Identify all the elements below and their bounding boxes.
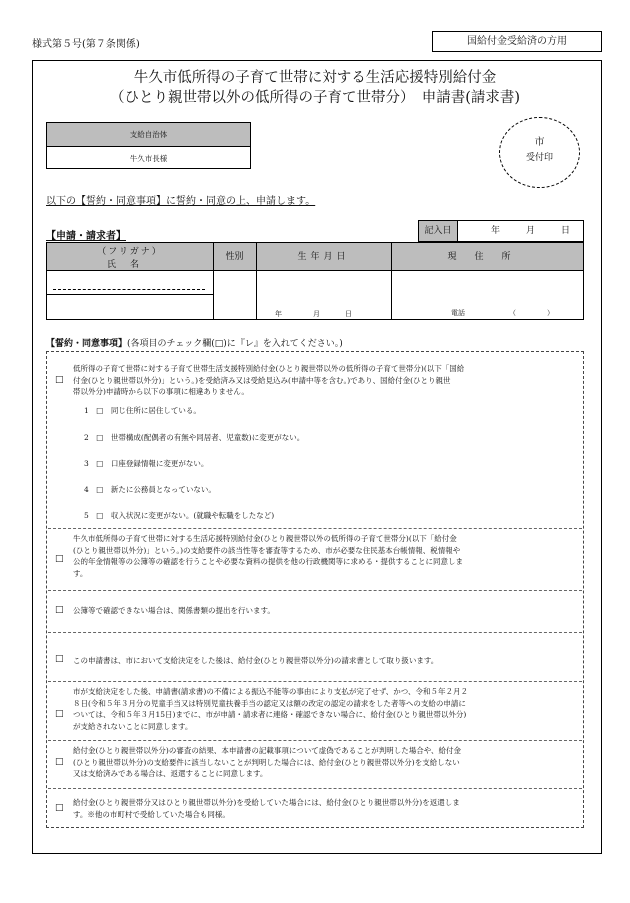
entry-date-year-unit: 年 [490, 226, 500, 236]
sub-checkbox-5[interactable]: □ [96, 511, 104, 520]
sub-checkbox-3[interactable]: □ [96, 459, 104, 468]
consent-item-5-line: ８日(令和５年３月分の児童手当又は特別児童扶養手当の認定又は額の改定の認定の請求をした者等への支給の申請に [73, 698, 466, 708]
sub-checkbox-1[interactable]: □ [96, 406, 104, 415]
applicant-table-header [47, 243, 583, 271]
column-divider [256, 243, 257, 319]
pledge-intro: 以下の【誓約・同意事項】に誓約・同意の上、申請します。 [46, 196, 316, 207]
consent-item-5 [73, 686, 583, 732]
consent-separator [48, 590, 582, 591]
consent-title-main: 【誓約・同意事項】 [46, 339, 128, 349]
phone-label: 電話 [451, 309, 465, 317]
usage-label-box: 国給付金受給済の方用 [432, 31, 602, 52]
sub-item-4: 4 □ 新たに公務員となっていない。 [84, 485, 216, 494]
payer-municipality-value: 牛久市長様 [129, 154, 168, 163]
dob-year-unit: 年 [275, 310, 282, 318]
payer-municipality-header: 支給自治体 [47, 123, 250, 147]
reception-stamp-city: 市 [534, 137, 545, 148]
reception-stamp-area [499, 117, 580, 188]
consent-title-note: (各項目のチェック欄(□)に『レ』を入れてください。) [127, 339, 343, 349]
consent-checkbox-6[interactable]: □ [55, 757, 64, 767]
consent-item-2-line: (ひとり親世帯以外分)」という。)の支給要件の該当性等を審査等するため、市が必要な住民基本台帳情報、税情報や [73, 545, 461, 555]
consent-item-6-line: 給付金(ひとり親世帯以外分)の審査の結果、本申請書の記載事項について虚偽であることが判明した場合や、給付金 [73, 746, 462, 755]
consent-item-2 [73, 533, 583, 579]
col-sex: 性別 [225, 252, 244, 262]
entry-date-day-unit: 日 [560, 226, 570, 236]
form-title-line2: （ひとり親世帯以外の低所得の子育て世帯分） 申請書(請求書) [109, 90, 521, 106]
consent-checkbox-4[interactable]: □ [55, 654, 64, 664]
consent-item-6-line: (ひとり親世帯以外分)の支給要件に該当しないことが判明した場合には、給付金(ひとり親世帯以外分)を支給しない [73, 757, 460, 767]
name-row-separator [47, 294, 213, 295]
col-address: 現住所 [447, 252, 529, 262]
col-furigana: （フリガナ） [97, 247, 163, 257]
consent-item-1-line: 低所得の子育て世帯に対する子育て世帯生活支援特別給付金(ひとり親世帯以外の低所得の子育て世帯分)(以下「国給 [73, 364, 465, 373]
consent-item-6 [73, 745, 583, 780]
applicant-section-label: 【申請・請求者】 [46, 231, 126, 242]
entry-date-table [418, 220, 584, 242]
consent-item-5-line: ついては、令和５年３月15日)までに、市が申請・請求者に連絡・確認できない場合に、給付金(ひとり親世帯以外分) [73, 710, 467, 719]
consent-item-1 [73, 363, 583, 398]
consent-checkbox-1[interactable]: □ [55, 375, 64, 385]
consent-item-5-line: が支給されないことに同意します。 [73, 721, 193, 731]
consent-separator [48, 632, 582, 633]
form-title-line1: 牛久市低所得の子育て世帯に対する生活応援特別給付金 [133, 70, 497, 86]
consent-item-4: この申請書は、市において支給決定をした後は、給付金(ひとり親世帯以外分)の請求書として取り扱います。 [73, 656, 439, 665]
applicant-table [46, 242, 584, 320]
col-name: 氏名 [106, 260, 153, 270]
consent-separator [48, 740, 582, 741]
phone-paren-close: ） [547, 309, 554, 317]
consent-item-2-line: 公的年金情報等の公簿等の確認を行うことや必要な資料の提供を他の行政機関等に求める・提供することに同意しま [73, 557, 463, 566]
consent-checkbox-3[interactable]: □ [55, 605, 64, 615]
reception-stamp-label: 受付印 [525, 153, 553, 163]
furigana-separator [53, 289, 205, 290]
sub-checkbox-4[interactable]: □ [96, 485, 104, 494]
entry-date-label: 記入日 [419, 221, 458, 241]
consent-checkbox-5[interactable]: □ [55, 709, 64, 719]
sub-checkbox-2[interactable]: □ [96, 433, 104, 442]
form-number: 様式第５号(第７条関係) [32, 39, 140, 50]
column-divider [213, 243, 214, 319]
column-divider [391, 243, 392, 319]
consent-item-2-line: 牛久市低所得の子育て世帯に対する生活応援特別給付金(ひとり親世帯以外の低所得の子育て世帯分)(以下「給付金 [73, 534, 457, 543]
consent-item-7 [73, 797, 583, 820]
consent-item-1-line: 帯以外分)申請時から以下の事項に相違ありません。 [73, 387, 249, 396]
sub-item-2: 2 □ 世帯構成(配偶者の有無や同居者、児童数)に変更がない。 [84, 433, 305, 442]
consent-separator [48, 681, 582, 682]
consent-item-3: 公簿等で確認できない場合は、関係書類の提出を行います。 [73, 606, 275, 615]
phone-paren-open: （ [509, 309, 516, 317]
consent-item-2-line: す。 [73, 568, 88, 578]
payer-municipality-table [46, 122, 251, 169]
consent-item-6-line: 又は支給済みである場合は、返還することに同意します。 [73, 769, 268, 778]
dob-month-unit: 月 [313, 310, 320, 318]
sub-item-3: 3 □ 口座登録情報に変更がない。 [84, 459, 209, 468]
consent-checkbox-2[interactable]: □ [55, 554, 64, 564]
consent-separator [48, 528, 582, 529]
sub-item-5: 5 □ 収入状況に変更がない。(就職や転職をしたなど) [84, 511, 275, 520]
entry-date-field[interactable] [458, 221, 583, 241]
consent-checkbox-7[interactable]: □ [55, 803, 64, 813]
consent-section-title [46, 336, 343, 349]
consent-separator [48, 788, 582, 789]
consent-item-7-line: す。※他の市町村で受給していた場合も同様。 [73, 809, 230, 819]
sub-item-1: 1 □ 同じ住所に居住している。 [84, 406, 201, 415]
consent-item-5-line: 市が支給決定をした後、申請書(請求書)の不備による振込不能等の事由により支払が完了せず、かつ、令和５年２月２ [73, 687, 468, 696]
consent-item-7-line: 給付金(ひとり親世帯分又はひとり親世帯以外分)を受給していた場合には、給付金(ひとり親世帯以外分)を返還しま [73, 798, 460, 807]
dob-day-unit: 日 [345, 310, 352, 318]
consent-item-1-line: 付金(ひとり親世帯以外分)」という。)を受給済み又は受給見込み(申請中等を含む。)であり、国給付金(ひとり親世 [73, 375, 451, 385]
entry-date-month-unit: 月 [525, 226, 535, 236]
col-date-of-birth: 生年月日 [297, 252, 350, 262]
